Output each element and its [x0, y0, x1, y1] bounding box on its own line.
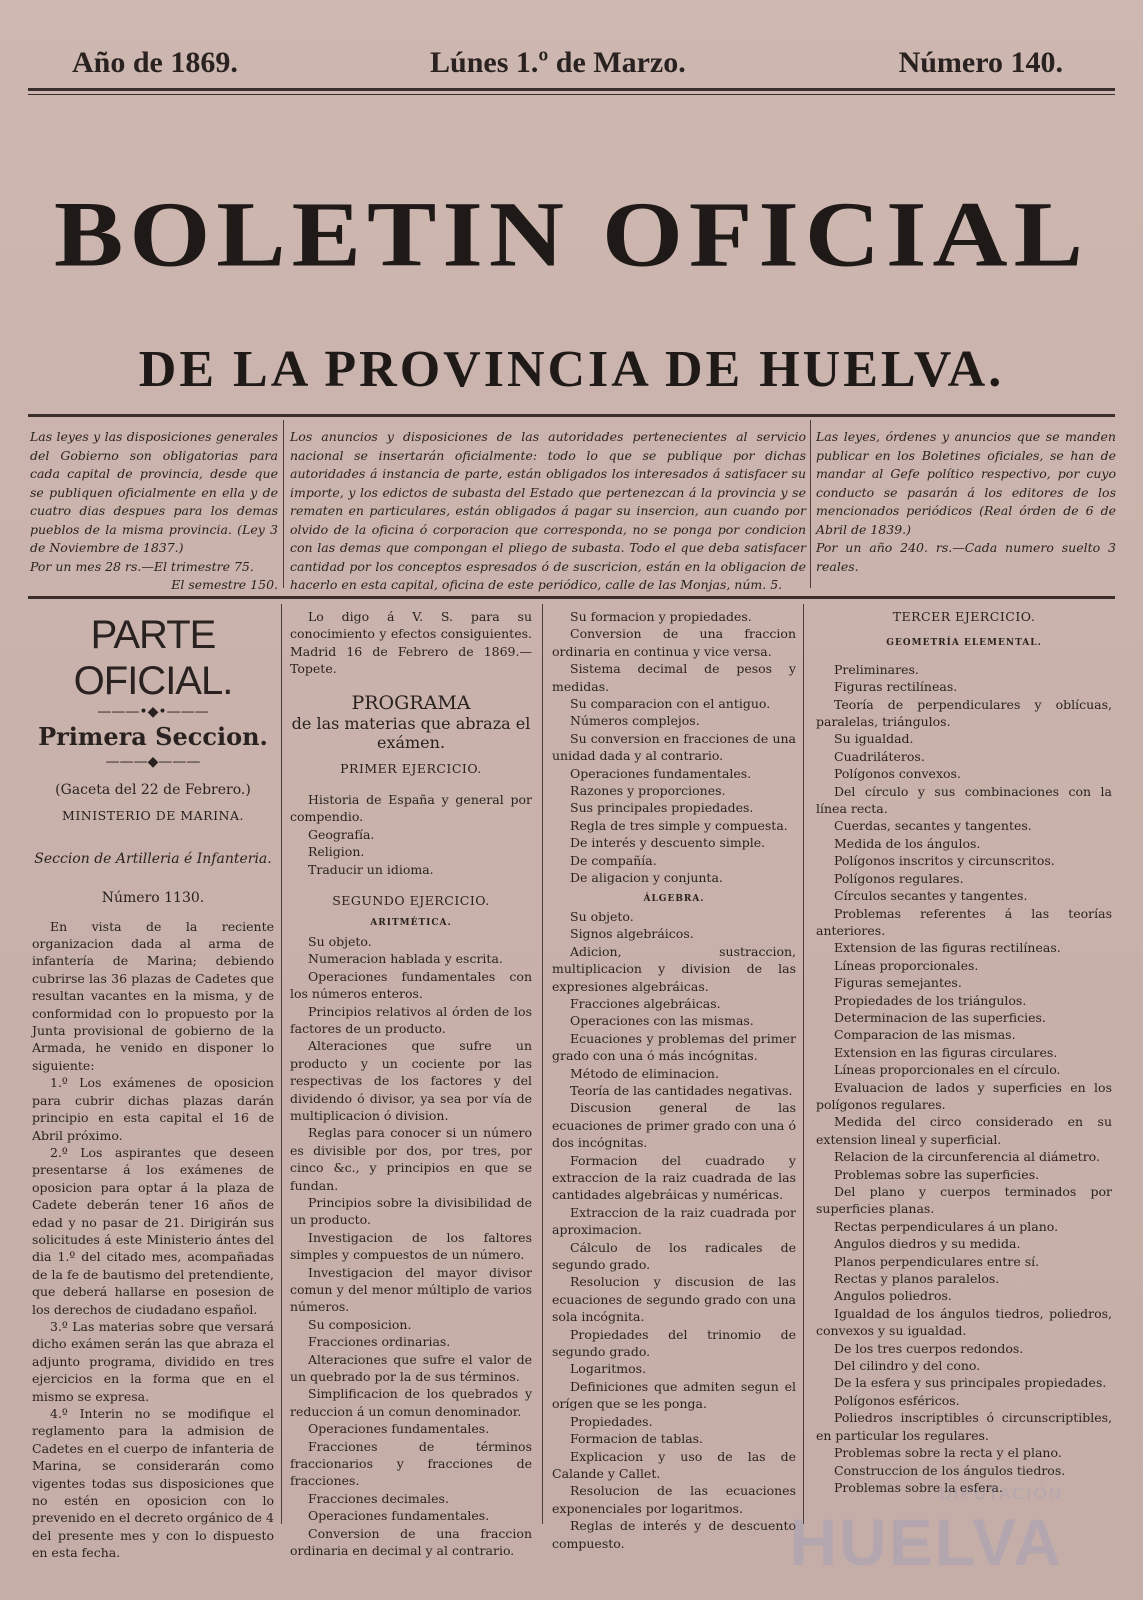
list-item: Líneas proporcionales. [834, 957, 979, 973]
header-date: Lúnes 1.º de Marzo. [430, 46, 686, 79]
list-item: Igualdad de los ángulos tiedros, poliedros, convexos y su igualdad. [816, 1305, 1112, 1339]
list-item: Extraccion de la raiz cuadrada por aproximacion. [552, 1204, 796, 1238]
list-item: Formacion de tablas. [570, 1431, 704, 1447]
column-2 [290, 608, 532, 1560]
ornament-2: ———◆——— [105, 754, 201, 770]
subseccion-heading: Seccion de Artilleria é Infanteria. [34, 850, 272, 867]
primera-seccion-heading: Primera Seccion. [38, 722, 268, 751]
list-item: Numeracion hablada y escrita. [308, 951, 503, 967]
paragraph: 4.º Interin no se modifique el reglamento para la admision de Cadetes en el cuerpo de infanteria de Marina, se considerarán como vigentes todas sus disposiciones que no estén en oposicion con lo prevenido en el decreto orgánico de 4 del presente mes y con lo dispuesto en esta fecha. [32, 1406, 274, 1561]
intro-rule [28, 596, 1115, 599]
list-item: Relacion de la circunferencia al diámetro. [834, 1149, 1100, 1165]
list-item: De aligacion y conjunta. [570, 870, 723, 886]
list-item: Rectas perpendiculares á un plano. [834, 1218, 1059, 1234]
list-item: Extension de las figuras rectilíneas. [834, 940, 1061, 956]
masthead-subtitle: DE LA PROVINCIA DE HUELVA. [138, 341, 1005, 398]
intro-price-1: Por un mes 28 rs.—El trimestre 75. [30, 558, 254, 574]
list-item: Método de eliminacion. [570, 1065, 719, 1081]
column-1 [32, 608, 274, 1562]
list-item: Poliedros inscriptibles ó circunscriptibles, en particular los regulares. [816, 1410, 1112, 1443]
list-item: Historia de España y general por compendio. [290, 792, 532, 825]
list-item: Simplificacion de los quebrados y reduccion á un comun denominador. [290, 1386, 532, 1419]
header-line [40, 46, 1103, 86]
header-number: Número 140. [898, 46, 1063, 79]
list-item: Polígonos esféricos. [834, 1392, 960, 1408]
list-item: Operaciones fundamentales con los números enteros. [290, 968, 532, 1002]
algebra-list [552, 908, 796, 1552]
programa-subheading: de las materias que abraza el exámen. [291, 713, 531, 752]
list-item: Logaritmos. [570, 1361, 647, 1377]
header-rule [28, 88, 1115, 91]
intro-price-2: El semestre 150. [171, 577, 278, 592]
masthead-title: BOLETIN OFICIAL [54, 182, 1089, 287]
list-item: Extension en las figuras circulares. [834, 1044, 1058, 1060]
list-item: Rectas y planos paralelos. [834, 1271, 1000, 1287]
list-item: Investigacion del mayor divisor comun y del menor múltiplo de varios números. [290, 1264, 532, 1315]
list-item: Medida del circo considerado en su extension lineal y superficial. [816, 1114, 1112, 1147]
aritmetica-heading: ARITMÉTICA. [370, 918, 452, 929]
aritmetica-list [290, 933, 532, 1560]
column-divider-1 [281, 604, 282, 1524]
list-item: Comparacion de las mismas. [834, 1027, 1016, 1043]
numero-heading: Número 1130. [101, 890, 205, 907]
list-item: Conversion de una fraccion ordinaria en continua y vice versa. [552, 626, 796, 659]
list-item: Discusion general de las ecuaciones de primer grado con una ó dos incógnitas. [552, 1100, 796, 1151]
list-item: Figuras rectilíneas. [834, 679, 958, 695]
list-item: Cuerdas, secantes y tangentes. [834, 818, 1032, 834]
list-item: Su igualdad. [834, 731, 914, 747]
list-item: Traducir un idioma. [308, 861, 434, 877]
list-item: Investigacion de los faltores simples y compuestos de un número. [290, 1229, 532, 1263]
list-item: Cálculo de los radicales de segundo grado. [552, 1239, 796, 1273]
list-item: Círculos secantes y tangentes. [834, 888, 1028, 904]
list-item: Regla de tres simple y compuesta. [570, 817, 788, 833]
list-item: Fracciones ordinarias. [308, 1334, 451, 1350]
list-item: Del círculo y sus combinaciones con la línea recta. [816, 783, 1112, 817]
segundo-ejercicio-heading: SEGUNDO EJERCICIO. [332, 893, 490, 909]
list-item: Propiedades del trinomio de segundo grado. [552, 1326, 796, 1360]
column-4 [816, 608, 1112, 1496]
header-rule-thin [28, 94, 1115, 95]
list-item: Polígonos regulares. [834, 870, 964, 886]
list-item: Su composicion. [308, 1316, 412, 1332]
geometria-list [816, 661, 1112, 1497]
list-item: Del plano y cuerpos terminados por superficies planas. [816, 1184, 1112, 1217]
list-item: Ecuaciones y problemas del primer grado con una ó más incógnitas. [552, 1030, 796, 1064]
list-item: Resolucion y discusion de las ecuaciones de segundo grado con una sola incógnita. [552, 1274, 796, 1325]
list-item: De los tres cuerpos redondos. [834, 1340, 1024, 1356]
aritmetica-cont-list [552, 608, 796, 887]
list-item: Propiedades. [570, 1413, 653, 1429]
list-item: Operaciones fundamentales. [308, 1421, 490, 1437]
ministerio-heading: MINISTERIO DE MARINA. [62, 808, 244, 824]
intro-divider-1 [283, 420, 284, 588]
list-item: Fracciones decimales. [308, 1490, 449, 1506]
paragraph: En vista de la reciente organizacion dada al arma de infantería de Marina; debiendo cubrirse las 36 plazas de Cadetes que resultan vacantes en la misma, y de conformidad con lo propuesto por la Junta provisional de gobierno de la Armada, he venido en disponer lo siguiente: [32, 918, 274, 1073]
list-item: Líneas proporcionales en el círculo. [834, 1062, 1061, 1078]
list-item: Preliminares. [834, 661, 919, 677]
list-item: Sistema decimal de pesos y medidas. [552, 661, 796, 694]
paragraph: 2.º Los aspirantes que deseen presentarse á los exámenes de oposicion para optar á la plaza de Cadete deberán tener 16 años de edad y no pasar de 21. Dirigirán sus solicitudes á este Ministerio ántes del dia 1.º del citado mes, acompañadas de la fe de bautismo del pretendiente, que deberá hallarse en posesion de los derechos de ciudadano español. [32, 1144, 274, 1317]
list-item: Reglas para conocer si un número es divisible por dos, por tres, por cinco &c., y principios en que se fundan. [290, 1125, 532, 1193]
intro-column-3 [816, 428, 1116, 576]
list-item: De la esfera y sus principales propiedades. [834, 1375, 1107, 1391]
list-item: Formacion del cuadrado y extraccion de la raiz cuadrada de las cantidades algebráicas y numéricas. [552, 1152, 796, 1203]
primer-ejercicio-list [290, 791, 532, 878]
list-item: Angulos diedros y su medida. [834, 1236, 1021, 1252]
list-item: Operaciones con las mismas. [570, 1013, 754, 1029]
list-item: Propiedades de los triángulos. [834, 992, 1027, 1008]
column-3 [552, 608, 796, 1552]
list-item: Geografía. [308, 826, 375, 842]
parte-oficial-heading: PARTE OFICIAL. [73, 613, 233, 703]
paragraph: 3.º Las materias sobre que versará dicho exámen serán las que abraza el adjunto programa, dividido en tres ejercicios en la forma que en el mismo se expresa. [32, 1318, 274, 1404]
list-item: De interés y descuento simple. [570, 835, 766, 851]
list-item: Su objeto. [308, 933, 372, 949]
list-item: Alteraciones que sufre el valor de un quebrado por la de sus términos. [290, 1351, 532, 1385]
list-item: Números complejos. [570, 713, 700, 729]
intro-text-1: Las leyes y las disposiciones generales del Gobierno son obligatorias para cada capital de provincia, desde que se publiquen oficialmente en ella y de cuatro dias despues para los demas pueblos de la misma provincia. (Ley 3 de Noviembre de 1837.) [30, 429, 278, 555]
list-item: Reglas de interés y de descuento compuesto. [552, 1518, 796, 1551]
paragraph: 1.º Los exámenes de oposicion para cubrir dichas plazas darán principio en esta capital el 16 de Abril próximo. [32, 1075, 274, 1143]
list-item: Figuras semejantes. [834, 975, 962, 991]
list-item: Cuadriláteros. [834, 748, 925, 764]
gaceta-date: (Gaceta del 22 de Febrero.) [55, 782, 251, 798]
intro-text-3: Las leyes, órdenes y anuncios que se manden publicar en los Boletines oficiales, se han de mandar al Gefe político respectivo, por cuyo conducto se pasarán á los editores de los mencionados periódicos (Real órden de 6 de Abril de 1839.) [816, 429, 1116, 537]
column-divider-2 [542, 604, 543, 1524]
list-item: Razones y proporciones. [570, 783, 726, 799]
list-item: Signos algebráicos. [570, 926, 694, 942]
list-item: Planos perpendiculares entre sí. [834, 1253, 1040, 1269]
list-item: Determinacion de las superficies. [834, 1009, 1046, 1025]
list-item: Problemas sobre la esfera. [834, 1479, 1003, 1495]
tercer-ejercicio-heading: TERCER EJERCICIO. [892, 609, 1036, 624]
list-item: Principios sobre la divisibilidad de un producto. [290, 1194, 532, 1228]
list-item: Conversion de una fraccion ordinaria en decimal y al contrario. [290, 1525, 532, 1559]
programa-heading: PROGRAMA [351, 691, 471, 714]
list-item: Angulos poliedros. [834, 1288, 952, 1304]
intro-price-3: Por un año 240. rs.—Cada numero suelto 3 reales. [816, 540, 1116, 574]
list-item: Definiciones que admiten segun el orígen que se les ponga. [552, 1378, 796, 1412]
list-item: Construccion de los ángulos tiedros. [834, 1462, 1066, 1478]
list-item: Alteraciones que sufre un producto y un cociente por las respectivas de los factores y del dividendo ó divisor, ya sea por vía de multiplicacion ó division. [290, 1038, 532, 1123]
header-year: Año de 1869. [72, 46, 238, 79]
list-item: Principios relativos al órden de los factores de un producto. [290, 1003, 532, 1036]
paragraph: Lo digo á V. S. para su conocimiento y efectos consiguientes. Madrid 16 de Febrero de 1869.—Topete. [290, 609, 532, 677]
list-item: Evaluacion de lados y superficies en los polígonos regulares. [816, 1079, 1112, 1112]
list-item: Explicacion y uso de las de Calande y Callet. [552, 1448, 796, 1481]
list-item: Fracciones de términos fraccionarios y fracciones de fracciones. [290, 1438, 532, 1489]
watermark-line-1: DIPUTACIÓN [939, 1484, 1063, 1503]
watermark-line-2: HUELVA [789, 1505, 1063, 1579]
list-item: Medida de los ángulos. [834, 835, 981, 851]
primer-ejercicio-heading: PRIMER EJERCICIO. [340, 760, 482, 776]
list-item: Polígonos inscritos y circunscritos. [834, 853, 1055, 869]
geometria-heading: GEOMETRÍA ELEMENTAL. [886, 638, 1042, 649]
list-item: Religion. [308, 844, 365, 860]
list-item: Teoría de perpendiculares y oblícuas, paralelas, triángulos. [816, 696, 1112, 730]
list-item: Polígonos convexos. [834, 766, 961, 782]
intro-column-2: Los anuncios y disposiciones de las autoridades pertenecientes al servicio nacional se insertarán oficialmente: todo lo que se publique por dichas autoridades á instancia de parte, están obligados los interesados á satisfacer su importe, y los edictos de subasta del Estado que pertenezcan á la provincia y se rematen en particulares, están obligados á pagar su insercion, aun cuando por olvido de la oficina ó corporacion que corresponda, no se ponga por condicion con las demas que compongan el pliego de subasta. Todo el que deba satisfacer cantidad por los conceptos espresados ó de suscricion, están en la obligacion de hacerlo en esta capital, oficina de este periódico, calle de las Monjas, núm. 5. [290, 429, 806, 592]
algebra-heading: ÁLGEBRA. [643, 893, 705, 904]
intro-column-1 [30, 428, 278, 595]
list-item: Problemas sobre la recta y el plano. [834, 1445, 1062, 1461]
list-item: Su conversion en fracciones de una unidad dada y al contrario. [552, 730, 796, 764]
list-item: Su objeto. [570, 908, 634, 924]
list-item: Problemas sobre las superficies. [834, 1166, 1040, 1182]
list-item: Del cilindro y del cono. [834, 1358, 981, 1374]
masthead-rule [28, 414, 1115, 417]
list-item: Sus principales propiedades. [570, 800, 754, 816]
list-item: Problemas referentes á las teorías anteriores. [816, 905, 1112, 938]
list-item: Resolucion de las ecuaciones exponenciales por logaritmos. [552, 1483, 796, 1516]
list-item: Fracciones algebráicas. [570, 995, 721, 1011]
list-item: Operaciones fundamentales. [308, 1508, 490, 1524]
column-divider-3 [803, 604, 804, 1524]
list-item: Su formacion y propiedades. [570, 609, 752, 624]
intro-divider-2 [810, 420, 811, 588]
ornament: ———•◆•——— [97, 704, 209, 720]
list-item: De compañía. [570, 852, 657, 868]
list-item: Teoría de las cantidades negativas. [570, 1082, 793, 1098]
list-item: Operaciones fundamentales. [570, 765, 752, 781]
list-item: Su comparacion con el antiguo. [570, 696, 771, 712]
list-item: Adicion, sustraccion, multiplicacion y division de las expresiones algebráicas. [552, 943, 796, 994]
